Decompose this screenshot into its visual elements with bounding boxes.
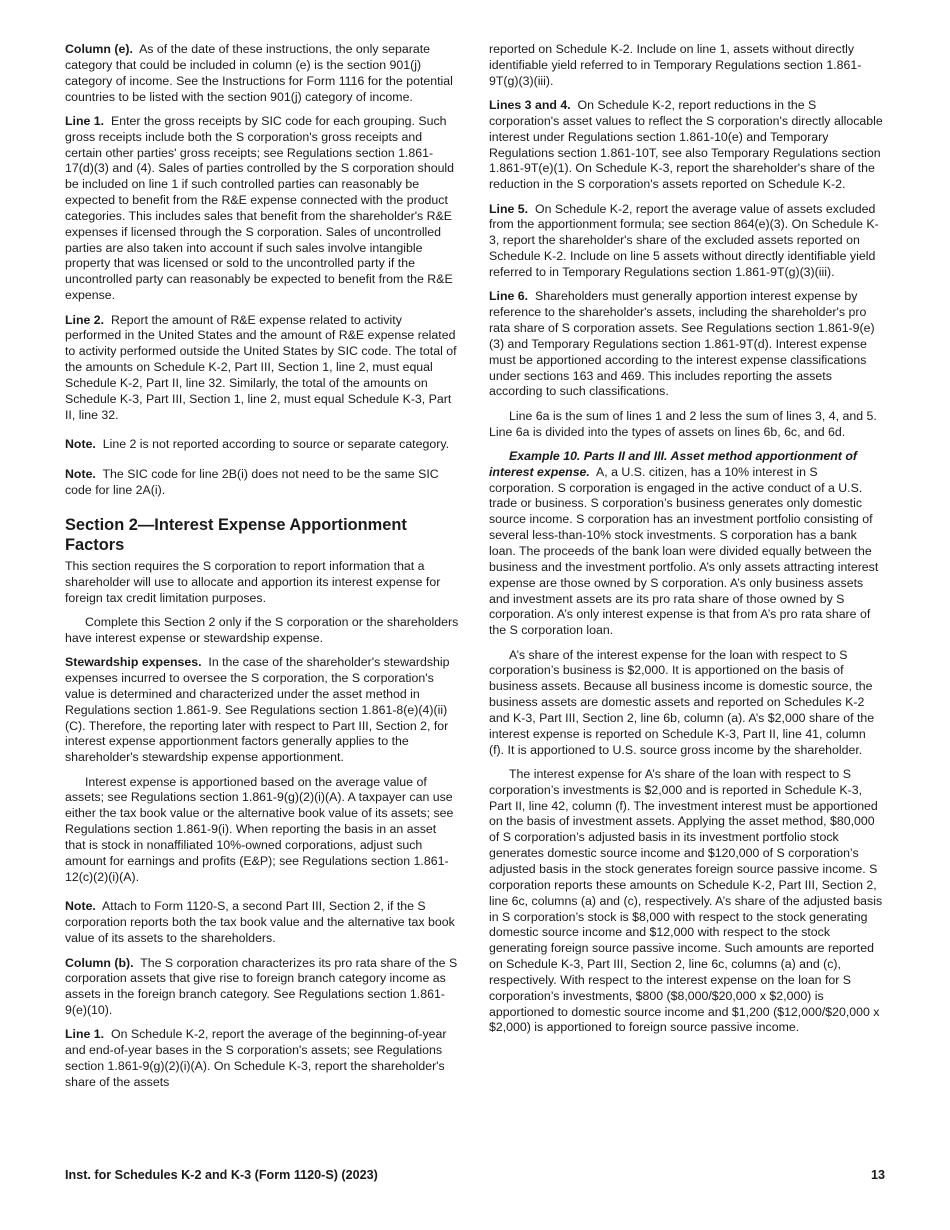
column-b-text: The S corporation characterizes its pro rata share of the S corporation assets that give rise to foreign branch category income as assets in the foreign branch category. See Regulations section 1.861-9(e)(10). [65,955,458,1018]
line-1-assets-heading: Line 1. [65,1027,105,1042]
section-2-heading: Section 2—Interest Expense Apportionment Factors [65,515,407,555]
lines-3-4-paragraph [489,98,884,193]
section-intro-paragraph: This section requires the S corporation to report information that a shareholder will use to allocate and apportion its interest expense for foreign tax credit limitation purposes. [65,558,441,605]
line-1-text: Enter the gross receipts by SIC code for each grouping. Such gross receipts include both the S corporation's gross receipts and certain other parties' gross receipts; see Regulations section 1.861-17(d)(3) and (4). Sales of parties controlled by the S corporation should be included on line 1 if such controlled parties can reasonably be expected to benefit from the R&E expense connected with the product categories. This includes sales that benefit from the shareholder's R&E expenses if licensed through the S corporation. Sales of uncontrolled parties are also taken into account if such sales involve intangible property that was licensed or sold to the uncontrolled party if the uncontrolled party can reasonably be expected to benefit from the R&E expense. [65,113,455,303]
note-3-text: Attach to Form 1120-S, a second Part III, Section 2, if the S corporation reports both the tax book value and the alternative tax book value of its assets to the shareholders. [65,899,455,946]
investment-interest-paragraph: The interest expense for A’s share of the loan with respect to S corporation’s investments is $2,000 and is reported in Schedule K-3, Part II, line 42, column (f). The investment interest must be apportioned on the basis of investment assets. Applying the asset method, $80,000 of S corporation’s adjusted basis in its investment portfolio stock generates domestic source income and $120,000 of S corporation’s adjusted basis in the stock generates foreign source passive income. S corporation reports these amounts on Schedule K-2, Part III, Section 2, line 6c, columns (a) and (c), respectively. A’s share of the adjusted basis in S corporation’s stock is $8,000 with respect to the stock generating domestic source income and $12,000 with respect to the stock generating foreign source passive income. Such amounts are reported on Schedule K-3, Part III, Section 2, line 6c, columns (a) and (c), respectively. With respect to the interest expense on the loan for S corporation’s investments, $800 ($8,000/$20,000 x $2,000) is apportioned to domestic source income and $1,200 ($12,000/$20,000 x $2,000) is apportioned to foreign source passive income. [489,766,883,1035]
stewardship-heading: Stewardship expenses. [65,655,202,670]
line-5-paragraph [489,202,884,281]
note-1-text: Line 2 is not reported according to source or separate category. [102,437,450,452]
right-column [489,42,884,1045]
note-2-heading: Note. [65,467,96,482]
lines-3-4-text: On Schedule K-2, report reductions in the S corporation's asset values to reflect the S corporation's directly allocable interest under Regulations section 1.861-10(e) and Temporary Regulations section 1.861-10T, see also Temporary Regulations section 1.861-9T(e)(1). On Schedule K-3, report the shareholder's share of the reduction in the S corporation's assets reported on Schedule K-2. [489,98,883,192]
column-e-text: As of the date of these instructions, the only separate category that could be included in column (e) is the section 901(j) category of income. See the Instructions for Form 1116 for the potential countries to be listed with the section 901(j) category of income. [65,42,453,104]
line-6-heading: Line 6. [489,289,529,304]
column-e-heading: Column (e). [65,42,133,56]
line-1-assets-text: On Schedule K-2, report the average of the beginning-of-year and end-of-year bases in the S corporation's assets; see Regulations section 1.861-9(g)(2)(i)(A). On Schedule K-3, report the shareholder's share of the assets [65,1027,447,1089]
continued-paragraph: reported on Schedule K-2. Include on line 1, assets without directly identifiable yield referred to in Temporary Regulations section 1.861-9T(g)(3)(iii). [489,42,862,88]
note-2-paragraph [65,467,460,499]
line-2-text: Report the amount of R&E expense related to activity performed in the United States and the amount of R&E expense related to activity performed outside the United States by SIC code. The total of the amounts on Schedule K-2, Part III, Section 1, line 2, must equal Schedule K-2, Part II, line 32. Similarly, the total of the amounts on Schedule K-3, Part III, Section 1, line 2, must equal Schedule K-3, Part II, line 32. [65,312,457,422]
line-5-text: On Schedule K-2, report the average value of assets excluded from the apportionment formula; see section 864(e)(3). On Schedule K-3, report the shareholder's share of the excluded assets reported on Schedule K-2. Include on line 5 assets without directly identifiable yield referred to in Temporary Regulations section 1.861-9T(g)(3)(iii). [489,201,879,279]
example-10-text: A, a U.S. citizen, has a 10% interest in S corporation. S corporation is engaged in the active conduct of a U.S. trade or business. S corporation’s business generates only domestic source income. S corporation has an investment portfolio consisting of several less-than-10% stock investments. S corporation has a bank loan. The proceeds of the bank loan were divided equally between the business and the investment portfolio. A’s only assets attracting interest expense are those owned by S corporation. A’s only business assets and investment assets are its pro rata share of those owned by S corporation. A’s only interest expense is that from A’s pro rata share of the S corporation loan. [489,464,879,638]
interest-apportionment-paragraph: Interest expense is apportioned based on the average value of assets; see Regulations section 1.861-9(g)(2)(i)(A). A taxpayer can use either the tax book value or the alternative book value of its assets; see Regulations section 1.861-9(i). When reporting the basis in an asset that is stock in nonaffiliated 10%-owned corporations, adjust such amount for earnings and profits (E&P); see Regulations section 1.861-12(c)(2)(i)(A). [65,774,454,884]
line-1-assets-paragraph [65,1027,460,1090]
line-5-heading: Line 5. [489,201,529,216]
note-1-paragraph [65,437,460,453]
column-b-heading: Column (b). [65,955,134,970]
business-interest-paragraph: A’s share of the interest expense for the loan with respect to S corporation’s business is $2,000. It is apportioned on the basis of business assets. Because all business income is domestic source, the business assets are domestic assets and reported on Schedules K-2 and K-3, Part III, Section 2, line 6b, column (a). A’s $2,000 share of the interest expense is reported on Schedule K-3, Part II, line 41, column (f). It is apportioned to U.S. source gross income by the shareholder. [489,647,875,757]
left-column [65,42,460,1099]
stewardship-text: In the case of the shareholder's stewardship expenses incurred to oversee the S corporation, the S corporation's value is determined and characterized under the asset method in Regulations section 1.861-9. See Regulations section 1.861-8(e)(4)(ii)(C). Therefore, the reporting later with respect to Part III, Section 2, for interest expense apportionment factors generally applies to the shareholder's stewardship expense apportionment. [65,655,450,765]
line-1-paragraph [65,114,460,304]
page-number: 13 [870,1168,885,1182]
line-6a-paragraph: Line 6a is the sum of lines 1 and 2 less the sum of lines 3, 4, and 5. Line 6a is divided into the types of assets on lines 6b, 6c, and 6d. [489,408,877,439]
lines-3-4-heading: Lines 3 and 4. [489,98,571,113]
complete-section-paragraph: Complete this Section 2 only if the S corporation or the shareholders have interest expense or stewardship expense. [65,614,459,645]
column-e-paragraph [65,42,460,105]
line-2-paragraph [65,313,460,424]
line-1-heading: Line 1. [65,113,105,128]
note-3-heading: Note. [65,899,96,914]
example-10-heading: Example 10. Parts II and III. Asset method apportionment of interest expense. [489,448,857,479]
note-3-paragraph [65,899,460,947]
stewardship-paragraph [65,655,460,766]
line-6-paragraph [489,289,884,400]
note-1-heading: Note. [65,437,96,452]
example-10-paragraph [489,449,884,639]
note-2-text: The SIC code for line 2B(i) does not need to be the same SIC code for line 2A(i). [65,467,439,498]
line-6-text: Shareholders must generally apportion interest expense by reference to the shareholder's assets, including the shareholder's pro rata share of S corporation assets. See Regulations section 1.861-9(e)(3) and Temporary Regulations section 1.861-9T(d). Interest expense must be apportioned according to the interest expense classifications under sections 163 and 469. This includes reporting the assets according to such classifications. [489,289,875,399]
line-2-heading: Line 2. [65,312,105,327]
footer-title: Inst. for Schedules K-2 and K-3 (Form 1120-S) (2023) [65,1168,378,1182]
column-b-paragraph [65,956,460,1019]
